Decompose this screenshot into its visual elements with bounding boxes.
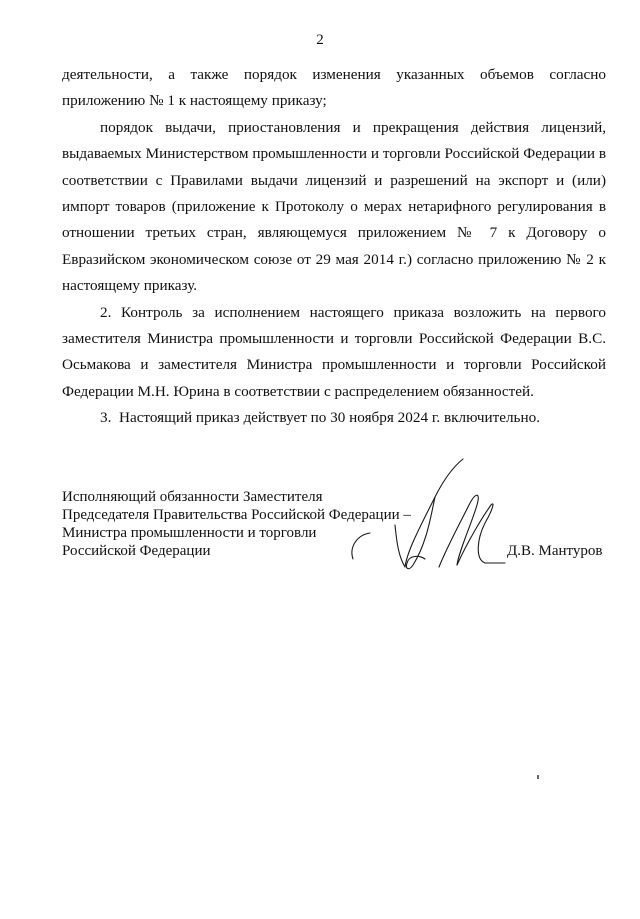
- signature-block: [62, 488, 606, 560]
- paragraph-continuation: деятельности, а также порядок изменения указанных объемов согласно приложению № 1 к настоящему приказу;: [62, 66, 606, 110]
- signer-title-line: Министра промышленности и торговли: [62, 525, 317, 541]
- document-body: [62, 62, 606, 432]
- signer-title-line: Исполняющий обязанности Заместителя: [62, 489, 323, 505]
- paragraph-license-procedure: порядок выдачи, приостановления и прекращения действия лицензий, выдаваемых Министерством промышленности и торговли Российской Федерации в соответствии с Правилами выдачи лицензий и разрешений на экспорт и (или) импорт товаров (приложение к Протоколу о мерах нетарифного регулирования в отношении третьих стран, являющемуся приложением № 7 к Договору о Евразийском экономическом союзе от 29 мая 2014 г.) согласно приложению № 2 к настоящему приказу.: [62, 118, 606, 295]
- page-number: 2: [316, 32, 324, 48]
- signer-title-line: Российской Федерации: [62, 543, 211, 559]
- paragraph-validity-item: 3. Настоящий приказ действует по 30 ноября 2024 г. включительно.: [100, 409, 541, 427]
- signer-name: Д.В. Мантуров: [507, 543, 603, 559]
- signer-title-line: Председателя Правительства Российской Федерации –: [62, 507, 411, 523]
- handwritten-signature: [335, 455, 515, 575]
- paragraph-control-item: 2. Контроль за исполнением настоящего приказа возложить на первого заместителя Министра промышленности и торговли Российской Федерации В.С. Осьмакова и заместителя Министра промышленности и торговли Российской Федерации М.Н. Юрина в соответствии с распределением обязанностей.: [62, 303, 606, 400]
- scan-speck: [537, 775, 539, 779]
